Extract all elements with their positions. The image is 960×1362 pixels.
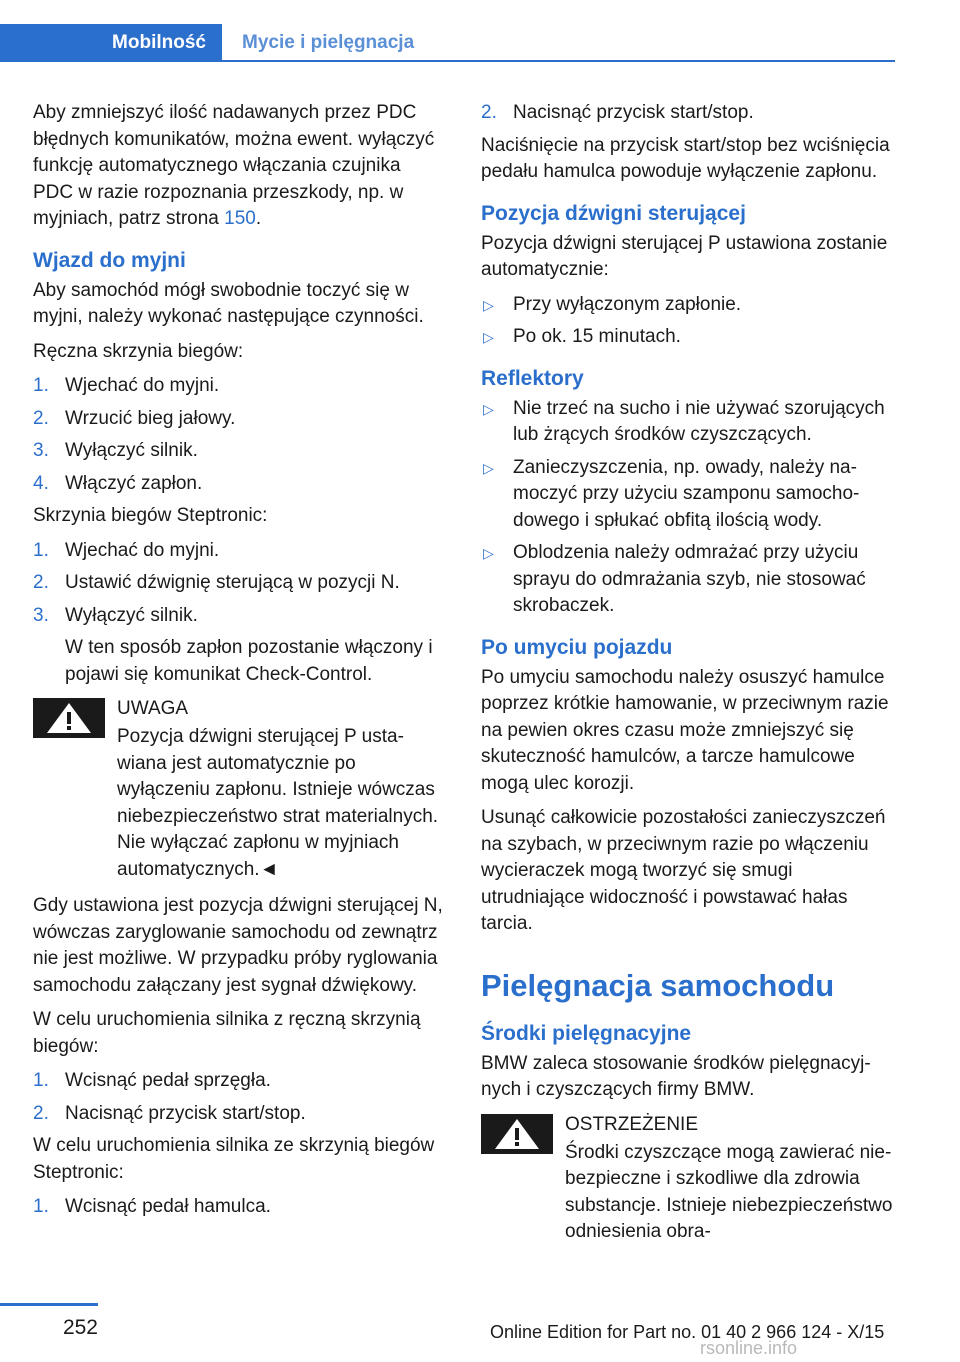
tab-label: Mobilność xyxy=(112,32,206,53)
triangle-bullet-icon: ▷ xyxy=(483,329,494,345)
footer-divider xyxy=(0,1303,98,1306)
paragraph: Naciśnięcie na przycisk start/stop bez wciśnięcia pedału hamulca powoduje wyłączenie zapłonu. xyxy=(481,134,890,182)
list-text: Wcisnąć pedał hamulca. xyxy=(65,1196,271,1217)
list-item xyxy=(33,570,445,597)
list-text: Nacisnąć przycisk start/stop. xyxy=(513,102,754,123)
list-text: Wyłączyć silnik. xyxy=(65,604,198,626)
list-text: Wjechać do myjni. xyxy=(65,539,220,561)
warning-text: Pozycja dźwigni sterującej P ustawiana jest automatycznie po wyłączeniu zapłonu. Istnieje wówczas niebezpieczeństwo strat materialnych. Nie wyłączać zapłonu w myjniach automatycznych.◄ xyxy=(117,726,439,880)
list-number: 2. xyxy=(33,1102,49,1124)
list-subtext: W ten sposób zapłon pozostanie włączony i pojawi się komunikat Check-Control. xyxy=(65,637,433,685)
list-text: Nacisnąć przycisk start/stop. xyxy=(65,1102,306,1124)
left-column xyxy=(33,100,445,1227)
list-item xyxy=(481,324,893,351)
list-item xyxy=(481,292,893,319)
list-text: Włączyć zapłon. xyxy=(65,472,203,494)
list-item xyxy=(33,538,445,565)
watermark: rsonline.info xyxy=(700,1338,798,1358)
list-item xyxy=(33,406,445,433)
text: Aby zmniejszyć ilość nadawanych przez PDC błędnych komunikatów, można ewent. wyłączyć funkcję automatycznego włączania czujnika PDC w razie rozpoznania przeszkody, np. w myjniach, patrz strona xyxy=(33,102,435,229)
list-item xyxy=(33,1101,445,1128)
list-text: Nie trzeć na sucho i nie używać szorujących lub żrących środków czyszczących. xyxy=(513,397,885,445)
paragraph: Skrzynia biegów Steptronic: xyxy=(33,505,268,526)
list-item xyxy=(481,396,893,449)
list-number: 1. xyxy=(33,375,49,396)
triangle-bullet-icon: ▷ xyxy=(483,400,494,417)
text: . xyxy=(255,208,262,229)
triangle-bullet-icon: ▷ xyxy=(483,296,494,313)
list-text: Wcisnąć pedał sprzęgła. xyxy=(65,1070,271,1091)
list-number: 3. xyxy=(33,604,49,626)
list-item xyxy=(33,438,445,465)
paragraph: Ręczna skrzynia biegów: xyxy=(33,340,244,362)
paragraph: W celu uruchomienia silnika z ręczną skrzynią biegów: xyxy=(33,1009,421,1057)
list-text: Wrzucić bieg jałowy. xyxy=(65,407,236,429)
list-number: 2. xyxy=(481,102,497,123)
paragraph: Aby samochód mógł swobodnie toczyć się w myjni, należy wykonać następujące czynności. xyxy=(33,279,424,327)
header-divider xyxy=(222,60,895,62)
bullet-list xyxy=(481,396,893,620)
list-item xyxy=(33,603,445,630)
warning-triangle-icon xyxy=(481,1114,553,1154)
triangle-bullet-icon: ▷ xyxy=(483,459,494,476)
numbered-list xyxy=(33,1068,445,1127)
warning-label: OSTRZEŻENIE xyxy=(565,1113,699,1135)
list-text: Po ok. 15 minutach. xyxy=(513,326,681,347)
heading-po-umyciu-pojazdu: Po umyciu pojazdu xyxy=(481,635,673,659)
list-text: Wjechać do myjni. xyxy=(65,375,220,396)
numbered-list xyxy=(33,538,445,630)
list-item xyxy=(33,373,445,400)
tab-label: Mycie i pielęgnacja xyxy=(242,32,415,53)
tab-mycie-i-pielegnacja[interactable] xyxy=(222,24,414,62)
warning-triangle-icon xyxy=(33,698,105,738)
numbered-list xyxy=(481,100,893,127)
paragraph: BMW zaleca stosowanie środków pielęgnacyjnych i czyszczących firmy BMW. xyxy=(481,1052,871,1100)
right-column xyxy=(481,100,893,1256)
list-text: Ustawić dźwignię sterującą w pozycji N. xyxy=(65,572,400,593)
heading-wjazd-do-myjni: Wjazd do myjni xyxy=(33,248,186,272)
warning-box-uwaga xyxy=(33,696,445,883)
numbered-list xyxy=(33,1194,445,1221)
list-item xyxy=(481,540,893,620)
page-number: 252 xyxy=(62,1316,98,1339)
list-text: Zanieczyszczenia, np. owady, należy namoczyć przy użyciu szamponu samochodowego i spłukać obfitą ilością wody. xyxy=(513,456,860,531)
paragraph: Usunąć całkowicie pozostałości zanieczyszczeń na szybach, w przeciwnym razie po włączeniu wycieraczek mogą tworzyć się smugi utrudniające widoczność i powstawać hałas tarcia. xyxy=(481,807,886,934)
list-text: Oblodzenia należy odmrażać przy użyciu sprayu do odmrażania szyb, nie stosować skrobaczek. xyxy=(513,542,866,616)
list-number: 4. xyxy=(33,472,49,494)
list-text: Wyłączyć silnik. xyxy=(65,440,198,461)
paragraph: Po umyciu samochodu należy osuszyć hamulce poprzez krótkie hamowanie, w przeciwnym razie na pewien okres czasu może zmniejszyć się skuteczność hamulców, a tarcze hamulcowe mogą ulec korozji. xyxy=(481,666,889,794)
list-item xyxy=(33,471,445,498)
warning-box-ostrzezenie xyxy=(481,1112,893,1246)
heading-pielegnacja-samochodu: Pielęgnacja samochodu xyxy=(481,967,835,1003)
page-link-150[interactable]: 150 xyxy=(224,208,256,229)
list-number: 1. xyxy=(33,539,49,561)
warning-text: Środki czyszczące mogą zawierać niebezpieczne i szkodliwe dla zdrowia substancje. Istnieje niebezpieczeństwo odniesienia obra- xyxy=(565,1141,893,1242)
heading-pozycja-dzwigni: Pozycja dźwigni sterującej xyxy=(481,201,746,225)
bullet-list xyxy=(481,292,893,351)
edition-note: Online Edition for Part no. 01 40 2 966 124 - X/15 xyxy=(490,1322,885,1342)
list-item xyxy=(481,100,893,127)
triangle-bullet-icon: ▷ xyxy=(483,545,494,561)
numbered-list xyxy=(33,373,445,497)
header xyxy=(0,0,960,64)
warning-label: UWAGA xyxy=(117,698,189,719)
heading-reflektory: Reflektory xyxy=(481,366,584,390)
paragraph: Pozycja dźwigni sterującej P ustawiona zostanie automatycznie: xyxy=(481,232,888,280)
list-number: 1. xyxy=(33,1070,49,1091)
list-item xyxy=(33,1068,445,1095)
list-item xyxy=(481,455,893,535)
list-number: 1. xyxy=(33,1196,49,1217)
list-text: Przy wyłączonym zapłonie. xyxy=(513,293,742,315)
paragraph xyxy=(33,100,445,233)
list-number: 2. xyxy=(33,407,49,429)
heading-srodki-pielegnacyjne: Środki pielęgnacyjne xyxy=(481,1021,692,1045)
paragraph: Gdy ustawiona jest pozycja dźwigni sterującej N, wówczas zaryglowanie samochodu od zewnątrz nie jest możliwe. W przypadku próby ryglowania samochodu załączany jest sygnał dźwiękowy. xyxy=(33,895,443,996)
tab-mobilnosc[interactable] xyxy=(0,24,222,62)
list-number: 2. xyxy=(33,572,49,593)
paragraph: W celu uruchomienia silnika ze skrzynią biegów Steptronic: xyxy=(33,1135,435,1183)
list-number: 3. xyxy=(33,440,49,461)
list-item xyxy=(33,1194,445,1221)
